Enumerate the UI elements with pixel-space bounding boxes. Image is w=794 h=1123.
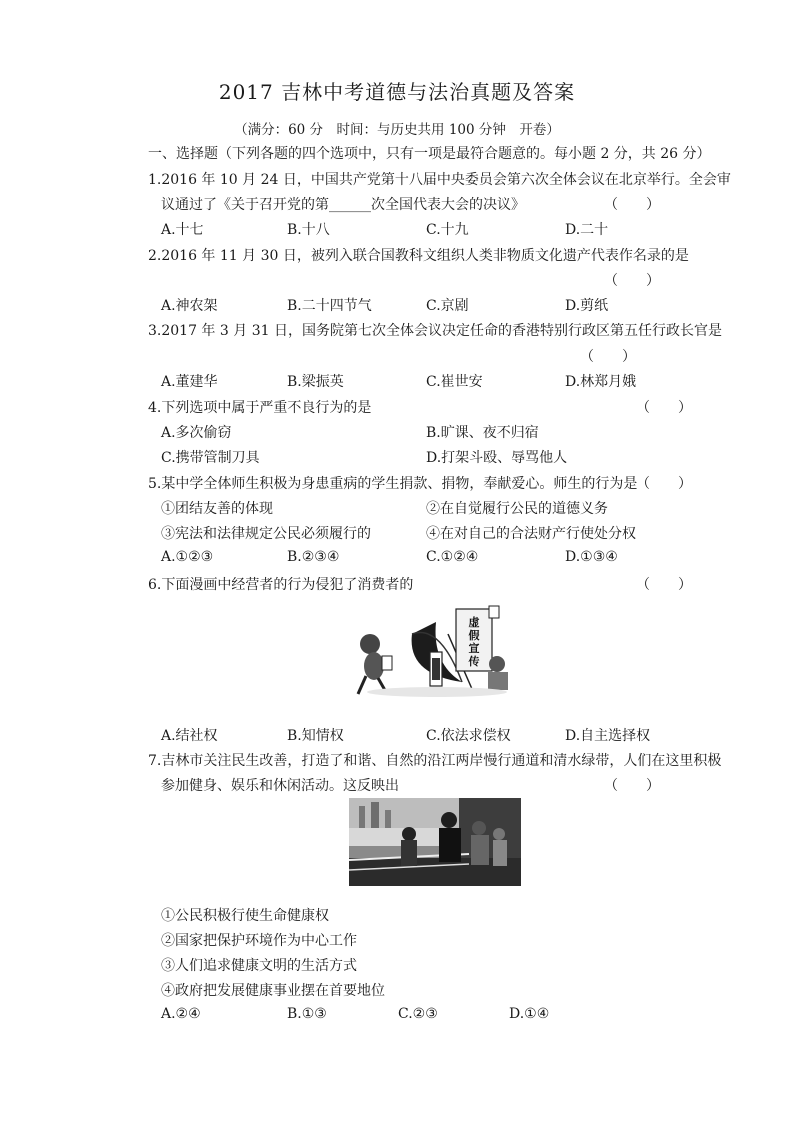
option-b: B.梁振英 <box>287 374 344 390</box>
option-c: C.②③ <box>398 1006 438 1022</box>
statement-2: ②国家把保护环境作为中心工作 <box>161 933 357 949</box>
option-c: C.崔世安 <box>426 374 483 390</box>
option-c: C.携带管制刀具 <box>161 450 260 466</box>
option-d: D.林郑月娥 <box>565 374 637 390</box>
option-c: C.京剧 <box>426 298 469 314</box>
statement-1: ①公民积极行使生命健康权 <box>161 908 329 924</box>
answer-paren: （ ） <box>636 400 692 416</box>
option-d: D.打架斗殴、辱骂他人 <box>426 450 568 466</box>
option-a: A.十七 <box>161 222 204 238</box>
answer-paren: （ ） <box>580 349 636 365</box>
question-text: 2.2016 年 11 月 30 日，被列入联合国教科文组织人类非物质文化遗产代表作名录的是 <box>148 248 689 264</box>
option-b: B.①③ <box>287 1006 327 1022</box>
option-b: B.二十四节气 <box>287 298 372 314</box>
option-d: D.自主选择权 <box>565 728 651 744</box>
section-heading: 一、选择题（下列各题的四个选项中，只有一项是最符合题意的。每小题 2 分，共 26 分） <box>148 146 711 162</box>
question-text: 4.下列选项中属于严重不良行为的是 <box>148 400 372 416</box>
statement-2: ②在自觉履行公民的道德义务 <box>426 501 608 517</box>
option-b: B.十八 <box>287 222 330 238</box>
option-a: A.①②③ <box>161 549 214 565</box>
statement-3: ③宪法和法律规定公民必须履行的 <box>161 526 371 542</box>
question-text: 6.下面漫画中经营者的行为侵犯了消费者的 <box>148 577 414 593</box>
statement-4: ④政府把发展健康事业摆在首要地位 <box>161 983 385 999</box>
option-c: C.依法求偿权 <box>426 728 511 744</box>
page-title: 2017 吉林中考道德与法治真题及答案 <box>218 80 576 104</box>
option-c: C.①②④ <box>426 549 479 565</box>
question-text: 7.吉林市关注民生改善，打造了和谐、自然的沿江两岸慢行通道和清水绿带，人们在这里积极 <box>148 753 722 769</box>
statement-1: ①团结友善的体现 <box>161 501 273 517</box>
question-text: 参加健身、娱乐和休闲活动。这反映出 <box>161 778 399 794</box>
statement-3: ③人们追求健康文明的生活方式 <box>161 958 357 974</box>
answer-paren: （ ） <box>636 476 692 492</box>
cartoon-text: 宣 <box>468 642 480 655</box>
cartoon-text: 传 <box>468 655 480 668</box>
option-a: A.多次偷窃 <box>161 425 232 441</box>
option-b: B.旷课、夜不归宿 <box>426 425 539 441</box>
option-b: B.知情权 <box>287 728 344 744</box>
option-c: C.十九 <box>426 222 469 238</box>
riverside-photo <box>349 798 521 886</box>
option-d: D.①④ <box>509 1006 550 1022</box>
cartoon-image <box>352 604 517 700</box>
question-text: 1.2016 年 10 月 24 日，中国共产党第十八届中央委员会第六次全体会议在北京举行。全会审 <box>148 172 731 188</box>
option-d: D.二十 <box>565 222 609 238</box>
option-d: D.①③④ <box>565 549 618 565</box>
question-text: 3.2017 年 3 月 31 日，国务院第七次全体会议决定任命的香港特别行政区第五任行政长官是 <box>148 323 722 339</box>
question-text: 5.某中学全体师生积极为身患重病的学生捐款、捐物，奉献爱心。师生的行为是 <box>148 476 638 492</box>
answer-paren: （ ） <box>604 778 660 794</box>
option-a: A.董建华 <box>161 374 218 390</box>
statement-4: ④在对自己的合法财产行使处分权 <box>426 526 636 542</box>
option-a: A.结社权 <box>161 728 218 744</box>
answer-paren: （ ） <box>636 577 692 593</box>
exam-info: （满分：60 分 时间：与历史共用 100 分钟 开卷） <box>234 122 560 138</box>
option-a: A.②④ <box>161 1006 201 1022</box>
cartoon-text: 假 <box>468 629 480 642</box>
option-a: A.神农架 <box>161 298 218 314</box>
question-text: 议通过了《关于召开党的第______次全国代表大会的决议》 <box>161 197 525 213</box>
answer-paren: （ ） <box>604 197 660 213</box>
cartoon-text: 虚 <box>468 616 480 629</box>
answer-paren: （ ） <box>604 273 660 289</box>
option-d: D.剪纸 <box>565 298 609 314</box>
option-b: B.②③④ <box>287 549 340 565</box>
